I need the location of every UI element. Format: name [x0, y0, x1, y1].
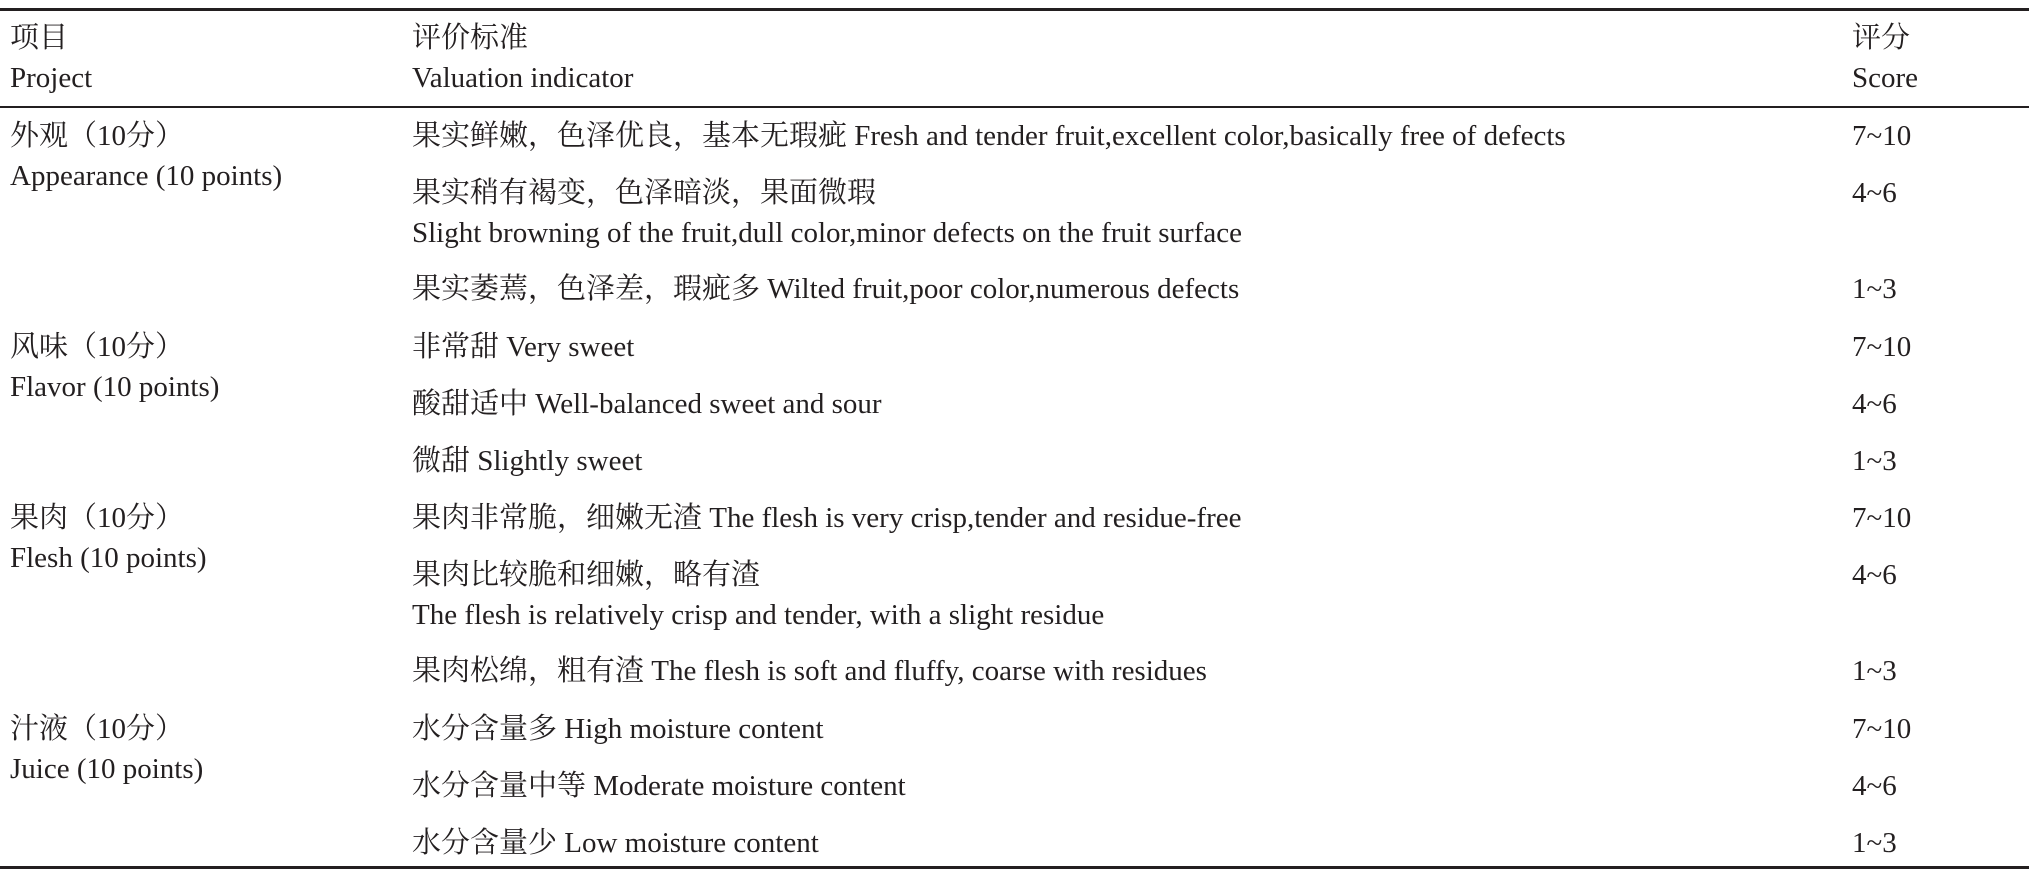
score-value: 7~10: [1852, 331, 1912, 363]
table-row: [412, 498, 1242, 538]
header-indicator-zh: 评价标准: [412, 22, 529, 54]
header-project-en: Project: [10, 62, 93, 94]
score-value: 1~3: [1852, 445, 1897, 477]
table-row: [412, 766, 906, 806]
table-row: [412, 823, 819, 863]
header-project: [10, 18, 92, 98]
score-value: 7~10: [1852, 713, 1912, 745]
indicator-text: Slight browning of the fruit,dull color,minor defects on the fruit surface: [412, 217, 1242, 249]
table-row: [412, 327, 634, 367]
group-flesh: [10, 498, 207, 578]
score-value: 4~6: [1852, 388, 1897, 420]
group-name-en: Appearance (10 points): [10, 160, 283, 192]
score-value: 1~3: [1852, 273, 1897, 305]
indicator-text: 酸甜适中 Well-balanced sweet and sour: [412, 388, 882, 420]
group-name-zh: 果肉（10分）: [10, 502, 185, 534]
indicator-text: 果实鲜嫩，色泽优良，基本无瑕疵 Fresh and tender fruit,excellent color,basically free of defects: [412, 120, 1566, 152]
header-score: [1852, 18, 1918, 98]
table-bottom-rule: [0, 866, 2029, 869]
indicator-text: 果肉非常脆，细嫩无渣 The flesh is very crisp,tender and residue-free: [412, 502, 1242, 534]
indicator-text: 果肉比较脆和细嫩，略有渣: [412, 559, 761, 591]
score-value: 4~6: [1852, 770, 1897, 802]
indicator-text: 微甜 Slightly sweet: [412, 445, 643, 477]
group-name-zh: 汁液（10分）: [10, 713, 185, 745]
group-flavor: [10, 327, 219, 407]
header-project-zh: 项目: [10, 22, 69, 54]
header-indicator: [412, 18, 633, 98]
score-value: 4~6: [1852, 559, 1897, 591]
indicator-text: 非常甜 Very sweet: [412, 331, 635, 363]
header-score-en: Score: [1852, 62, 1919, 94]
indicator-text: 水分含量少 Low moisture content: [412, 827, 819, 859]
table-row: [412, 555, 1104, 635]
table-header-rule: [0, 106, 2029, 108]
score-value: 7~10: [1852, 120, 1912, 152]
indicator-text: 水分含量多 High moisture content: [412, 713, 824, 745]
group-name-zh: 风味（10分）: [10, 331, 185, 363]
group-appearance: [10, 116, 282, 196]
table-top-rule: [0, 8, 2029, 11]
group-name-en: Flavor (10 points): [10, 371, 220, 403]
indicator-text: 果实萎蔫，色泽差，瑕疵多 Wilted fruit,poor color,numerous defects: [412, 273, 1240, 305]
table-row: [412, 269, 1239, 309]
score-value: 4~6: [1852, 177, 1897, 209]
table-row: [412, 709, 824, 749]
group-name-en: Juice (10 points): [10, 753, 204, 785]
header-score-zh: 评分: [1852, 22, 1911, 54]
group-juice: [10, 709, 203, 789]
table-row: [412, 651, 1207, 691]
table-row: [412, 384, 882, 424]
table-row: [412, 116, 1566, 156]
table-row: [412, 441, 642, 481]
score-value: 7~10: [1852, 502, 1912, 534]
header-indicator-en: Valuation indicator: [412, 62, 634, 94]
table-row: [412, 173, 1242, 253]
indicator-text: 果实稍有褐变，色泽暗淡，果面微瑕: [412, 177, 877, 209]
indicator-text: 水分含量中等 Moderate moisture content: [412, 770, 906, 802]
score-value: 1~3: [1852, 655, 1897, 687]
indicator-text: The flesh is relatively crisp and tender, with a slight residue: [412, 599, 1105, 631]
group-name-en: Flesh (10 points): [10, 542, 207, 574]
indicator-text: 果肉松绵，粗有渣 The flesh is soft and fluffy, coarse with residues: [412, 655, 1207, 687]
group-name-zh: 外观（10分）: [10, 120, 185, 152]
score-value: 1~3: [1852, 827, 1897, 859]
